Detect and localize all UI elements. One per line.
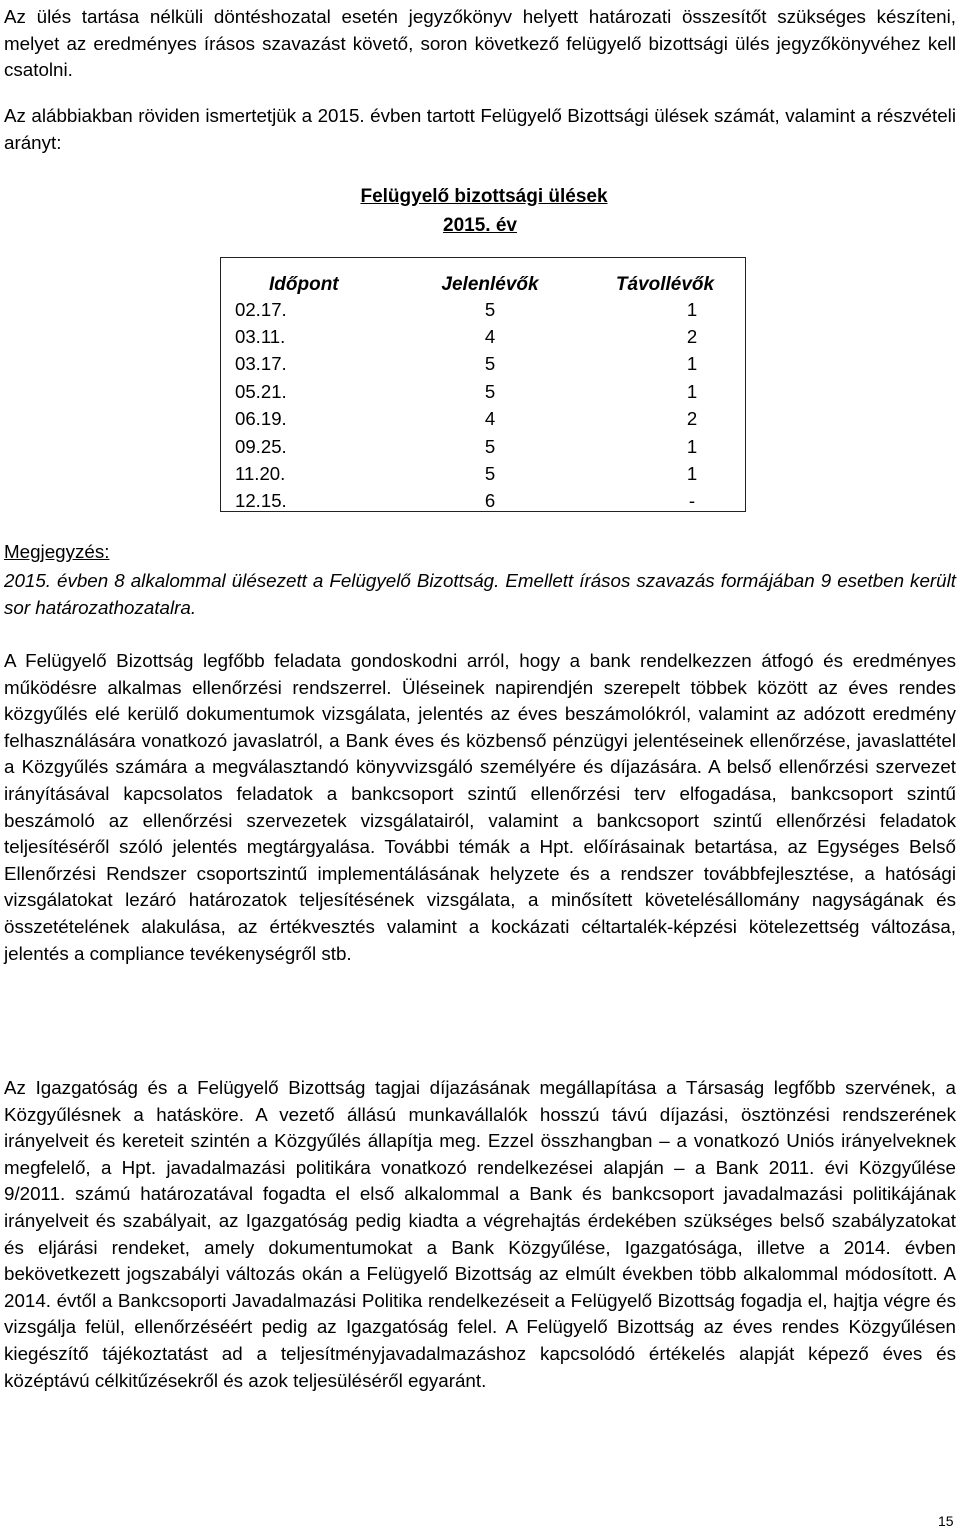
cell-date: 03.11. bbox=[235, 326, 286, 348]
table-row bbox=[221, 351, 745, 378]
cell-present: 4 bbox=[484, 326, 496, 348]
table-row bbox=[221, 488, 745, 515]
table-header-row bbox=[221, 258, 745, 296]
cell-date: 09.25. bbox=[235, 435, 287, 457]
cell-present: 5 bbox=[484, 353, 496, 375]
cell-present: 6 bbox=[484, 490, 496, 512]
table-year: 2015. év bbox=[443, 215, 517, 236]
cell-present: 5 bbox=[484, 463, 496, 485]
cell-absent: 1 bbox=[686, 380, 698, 402]
cell-date: 06.19. bbox=[235, 408, 287, 430]
cell-date: 05.21. bbox=[235, 380, 287, 402]
cell-present: 5 bbox=[484, 380, 496, 402]
table-row bbox=[221, 296, 745, 323]
cell-absent: 2 bbox=[686, 408, 698, 430]
cell-absent: 1 bbox=[686, 463, 698, 485]
table-row bbox=[221, 323, 745, 350]
cell-absent: 1 bbox=[686, 298, 698, 320]
cell-absent: 1 bbox=[686, 353, 698, 375]
cell-date: 11.20. bbox=[235, 463, 286, 485]
table-row bbox=[221, 406, 745, 433]
table-row bbox=[221, 378, 745, 405]
cell-date: 02.17. bbox=[235, 298, 287, 320]
table-title: Felügyelő bizottsági ülések bbox=[360, 186, 608, 207]
paragraph-resolution-summary: Az ülés tartása nélküli döntéshozatal esetén jegyzőkönyv helyett határozati összesítőt szükséges készíteni, melyet az eredményes írásos szavazást követő, soron következő felügyelő bizottsági ülés jegyzőkönyvéhez kell csatolni. bbox=[4, 6, 956, 81]
cell-date: 03.17. bbox=[235, 353, 287, 375]
paragraph-remuneration: Az Igazgatóság és a Felügyelő Bizottság tagjai díjazásának megállapítása a Társaság legfőbb szervének, a Közgyűlésnek a hatásköre. A vezető állású munkavállalók hosszú távú díjazási, ösztönzési rendszerének irányelveit és kereteit szintén a Közgyűlés állapítja meg. Ezzel összhangban – a vonatkozó Uniós irányelveknek megfelelő, a Hpt. javadalmazási politikára vonatkozó rendelkezései alapján – a Bank 2011. évi Közgyűlése 9/2011. számú határozatával fogadta el első alkalommal a Bank és bankcsoport javadalmazási politikájának irányelveit és szabályait, az Igazgatóság pedig kiadta a végrehajtás érdekében szükséges belső szabályzatokat és eljárási rendeket, amely dokumentumokat a Bank Közgyűlése, Igazgatósága, illetve a 2014. évben bekövetkezett jogszabályi változás okán a Felügyelő Bizottság az elmúlt években több alkalommal módosított. A 2014. évtől a Bankcsoporti Javadalmazási Politika rendelkezéseit a Felügyelő Bizottság fogadja el, hajtja végre és vizsgálja felül, ellenőrzéséért pedig az Igazgatóság felel. A Felügyelő Bizottság az éves rendes Közgyűlésen kiegészítő tájékoztatást ad a teljesítményjavadalmazáshoz kapcsolódó értékelés alapját képező éves és középtávú célkitűzésekről és azok teljesüléséről egyaránt. bbox=[4, 1077, 956, 1391]
cell-absent: 2 bbox=[686, 326, 698, 348]
note-label: Megjegyzés: bbox=[4, 541, 110, 562]
header-absent: Távollévők bbox=[615, 274, 715, 295]
paragraph-board-duties: A Felügyelő Bizottság legfőbb feladata gondoskodni arról, hogy a bank rendelkezzen átfogó és eredményes működésre alkalmas ellenőrzési rendszerrel. Üléseinek napirendjén szerepelt többek között az éves rendes közgyűlés elé kerülő dokumentumok vizsgálata, jelentés az éves beszámolókról, valamint az adózott eredmény felhasználására vonatkozó javaslatról, a Bank éves és közbenső pénzügyi jelentéseinek ellenőrzése, javaslattétel a Közgyűlés számára a megválasztandó könyvvizsgáló személyére és díjazására. A belső ellenőrzési szervezet irányításával kapcsolatos feladatok a bankcsoport szintű ellenőrzési terv elfogadása, bankcsoport szintű beszámoló az ellenőrzési szervezetek vizsgálatairól, valamint a bankcsoport szintű ellenőrzési feladatok teljesítéséről szóló jelentés megtárgyalása. További témák a Hpt. előírásainak betartása, az Egységes Belső Ellenőrzési Rendszer csoportszintű implementálásának helyzete és a rendszer továbbfejlesztése, a hatósági vizsgálatokat lezáró határozatok teljesítésének vizsgálata, a minősített követelésállomány nagyságának és összetételének alakulása, az értékvesztés valamint a kockázati céltartalék-képzési kötelezettség változása, jelentés a compliance tevékenységről stb. bbox=[4, 650, 956, 964]
paragraph-sessions-intro: Az alábbiakban röviden ismertetjük a 2015. évben tartott Felügyelő Bizottsági ülések számát, valamint a részvételi arányt: bbox=[4, 105, 956, 153]
cell-present: 5 bbox=[484, 298, 496, 320]
cell-absent: 1 bbox=[686, 435, 698, 457]
note-text: 2015. évben 8 alkalommal ülésezett a Felügyelő Bizottság. Emellett írásos szavazás formájában 9 esetben került sor határozathozatalra. bbox=[4, 570, 956, 618]
sessions-table bbox=[220, 257, 746, 512]
header-present: Jelenlévők bbox=[441, 274, 539, 295]
cell-absent: - bbox=[688, 490, 696, 512]
cell-present: 5 bbox=[484, 435, 496, 457]
table-row bbox=[221, 433, 745, 460]
table-row bbox=[221, 460, 745, 487]
page-number: 15 bbox=[938, 1513, 954, 1529]
header-date: Időpont bbox=[269, 274, 339, 295]
cell-present: 4 bbox=[484, 408, 496, 430]
cell-date: 12.15. bbox=[235, 490, 287, 512]
